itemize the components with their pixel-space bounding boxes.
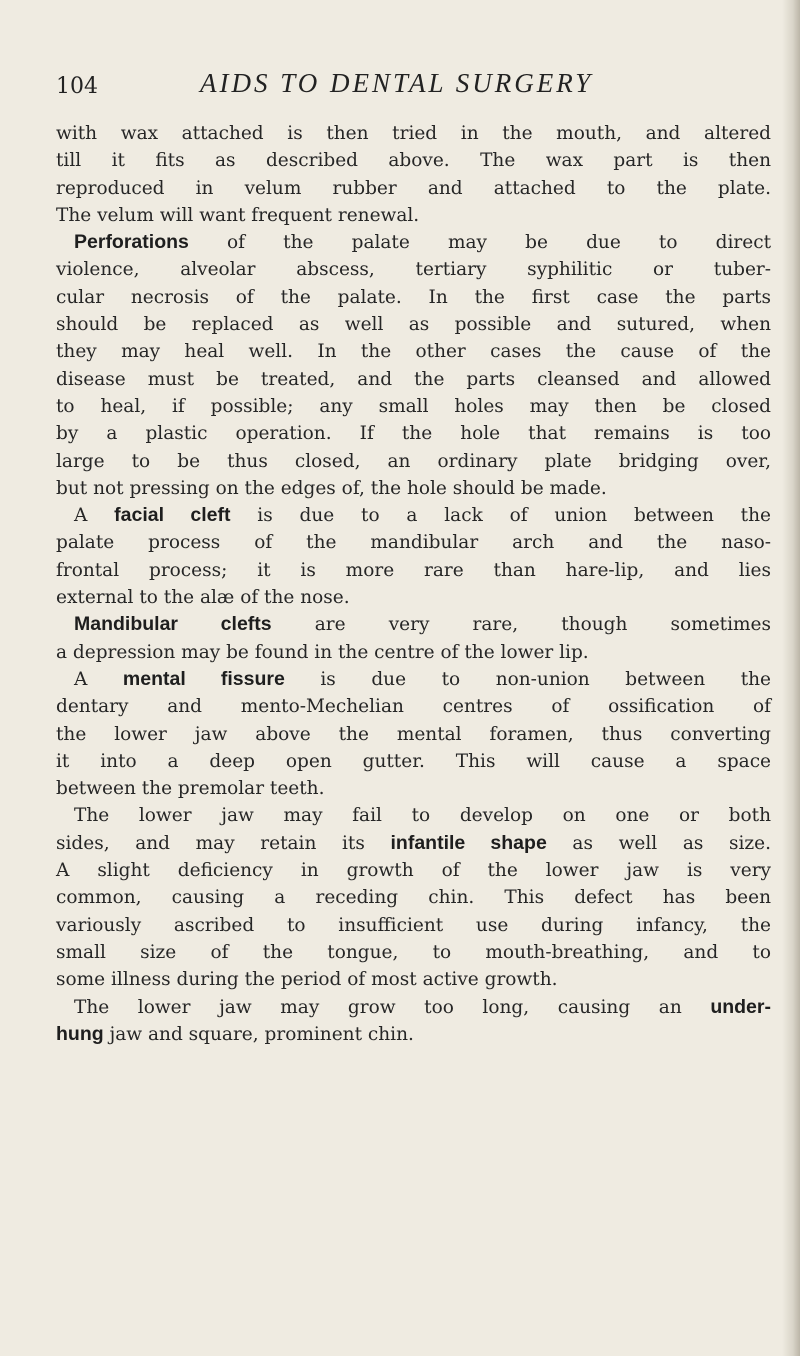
text-line (56, 1021, 771, 1048)
text-line (56, 584, 771, 611)
text-line (56, 721, 771, 748)
text-line (56, 748, 771, 775)
line-text: A (74, 505, 115, 527)
text-line (56, 366, 771, 393)
line-text: between the premolar teeth. (56, 778, 325, 800)
text-line (56, 229, 771, 256)
line-text: violence, alveolar abscess, tertiary syphilitic or tuber- (56, 259, 771, 281)
text-line (56, 175, 771, 202)
text-line (56, 147, 771, 174)
line-text: The lower jaw may fail to develop on one or both (74, 805, 771, 827)
line-text: they may heal well. In the other cases the cause of the (56, 341, 771, 363)
line-text: sides, and may retain its (56, 832, 391, 854)
line-text: as well as size. (546, 832, 771, 854)
text-line (56, 475, 771, 502)
text-line (56, 939, 771, 966)
bold-term: infantile shape (390, 831, 547, 854)
text-line (56, 256, 771, 283)
line-text: common, causing a receding chin. This defect has been (56, 887, 771, 909)
text-line (56, 802, 771, 829)
text-line (56, 311, 771, 338)
text-line (56, 611, 771, 638)
page-edge-shadow (782, 0, 800, 1356)
page-header (0, 66, 800, 106)
text-line (56, 502, 771, 529)
line-text: by a plastic operation. If the hole that remains is too (56, 423, 771, 445)
line-text: should be replaced as well as possible and sutured, when (56, 314, 771, 336)
line-text: dentary and mento-Mechelian centres of ossification of (56, 696, 771, 718)
bold-term: hung (56, 1022, 104, 1045)
line-text: is due to a lack of union between the (230, 505, 771, 527)
text-line (56, 120, 771, 147)
line-text: disease must be treated, and the parts cleansed and allowed (56, 368, 771, 390)
text-line (56, 666, 771, 693)
line-text: a depression may be found in the centre of the lower lip. (56, 641, 589, 663)
line-text: to heal, if possible; any small holes may then be closed (56, 395, 771, 417)
text-line (56, 693, 771, 720)
text-line (56, 529, 771, 556)
text-line (56, 830, 771, 857)
line-text: till it fits as described above. The wax part is then (56, 150, 771, 172)
text-line (56, 912, 771, 939)
line-text: with wax attached is then tried in the mouth, and altered (56, 123, 771, 144)
bold-term: mental fissure (122, 667, 285, 690)
text-line (56, 966, 771, 993)
line-text: variously ascribed to insufficient use during infancy, the (56, 914, 771, 936)
text-line (56, 448, 771, 475)
line-text: the lower jaw above the mental foramen, thus converting (56, 723, 771, 745)
text-line (56, 284, 771, 311)
text-line (56, 775, 771, 802)
line-text: A (74, 668, 123, 690)
line-text: frontal process; it is more rare than hare-lip, and lies (56, 559, 771, 581)
line-text: are very rare, though sometimes (271, 614, 771, 636)
line-text: is due to non-union between the (284, 668, 771, 690)
text-line (56, 420, 771, 447)
line-text: The velum will want frequent renewal. (56, 204, 420, 226)
line-text: but not pressing on the edges of, the hole should be made. (56, 477, 607, 499)
line-text: some illness during the period of most active growth. (56, 969, 558, 991)
line-text: cular necrosis of the palate. In the first case the parts (56, 286, 771, 308)
line-text: jaw and square, prominent chin. (103, 1023, 414, 1045)
bold-term: under- (710, 995, 771, 1018)
body-text (56, 120, 771, 1048)
page-number: 104 (56, 74, 98, 99)
text-line (56, 994, 771, 1021)
bold-term: Perforations (74, 231, 189, 254)
text-line (56, 393, 771, 420)
line-text: small size of the tongue, to mouth-breathing, and to (56, 941, 771, 963)
bold-term: facial cleft (114, 504, 231, 527)
line-text: large to be thus closed, an ordinary plate bridging over, (56, 450, 771, 472)
line-text: A slight deficiency in growth of the lower jaw is very (56, 860, 771, 882)
text-line (56, 639, 771, 666)
text-line (56, 202, 771, 229)
line-text: it into a deep open gutter. This will cause a space (56, 750, 771, 772)
line-text: external to the alæ of the nose. (56, 587, 350, 609)
line-text: The lower jaw may grow too long, causing an (74, 996, 711, 1018)
line-text: reproduced in velum rubber and attached to the plate. (56, 177, 771, 199)
line-text: palate process of the mandibular arch and the naso- (56, 532, 771, 554)
line-text: of the palate may be due to direct (188, 232, 771, 254)
running-title: AIDS TO DENTAL SURGERY (200, 68, 594, 98)
bold-term: Mandibular clefts (74, 613, 272, 636)
text-line (56, 857, 771, 884)
text-line (56, 557, 771, 584)
text-line (56, 884, 771, 911)
text-line (56, 338, 771, 365)
